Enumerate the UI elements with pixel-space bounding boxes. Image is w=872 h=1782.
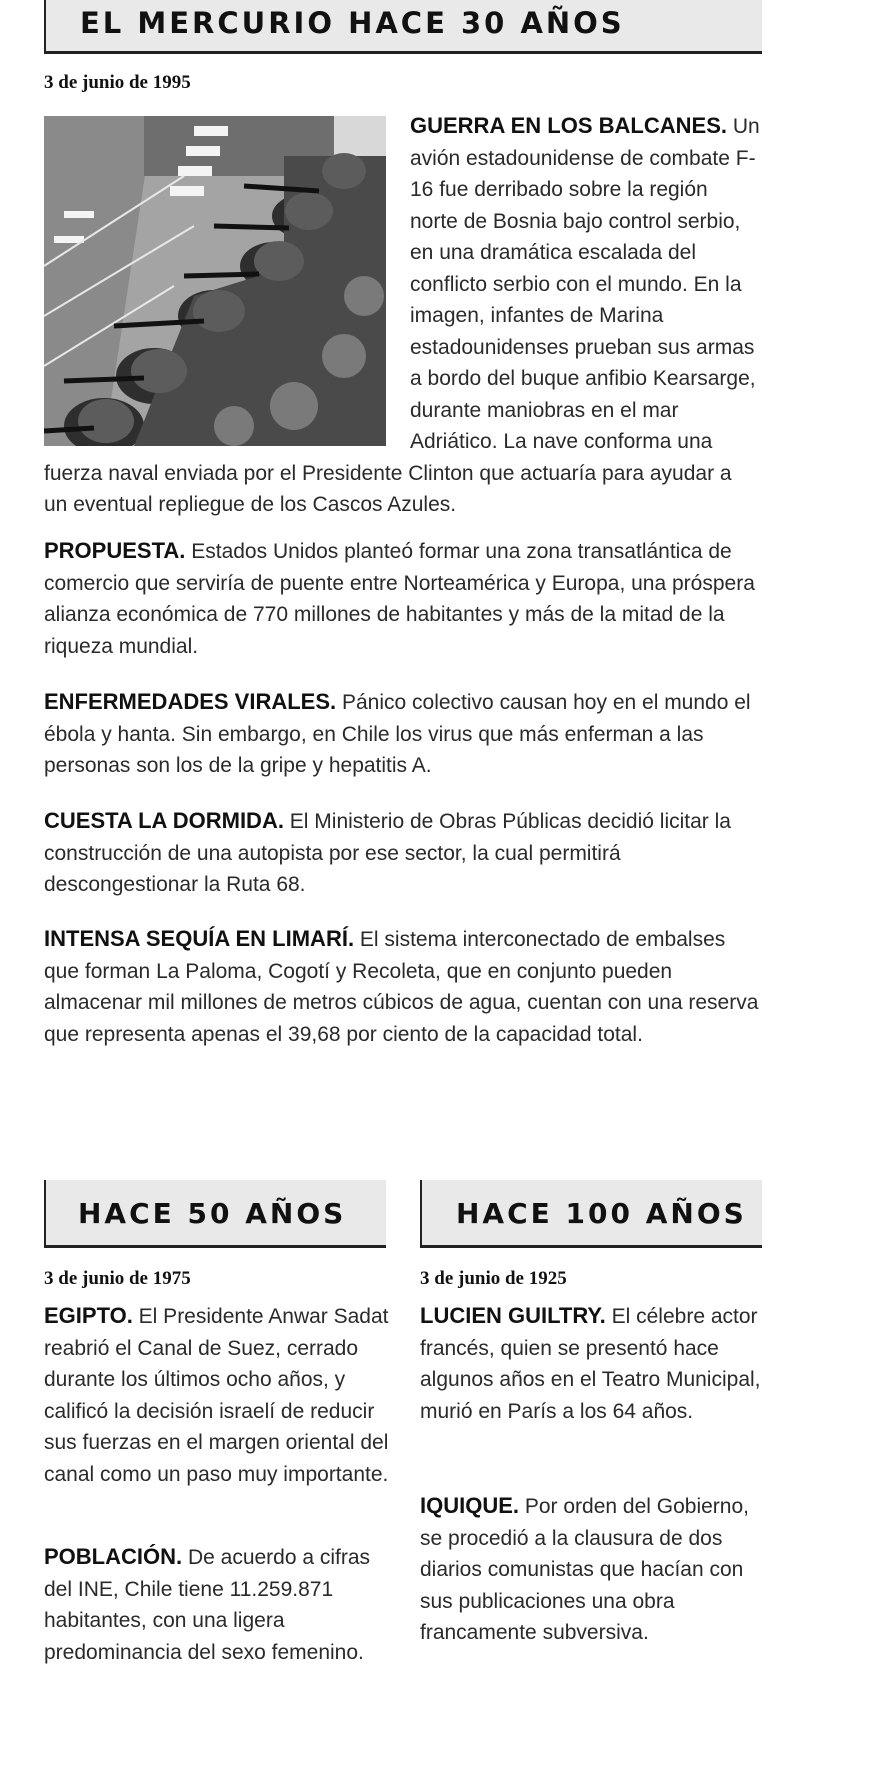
news-item-poblacion [44, 1541, 389, 1668]
body-egipto: El Presidente Anwar Sadat reabrió el Canal de Suez, cerrado durante los últimos ocho años, y calificó la decisión israelí de reducir sus fuerzas en el margen oriental del canal como un paso muy importante. [44, 1305, 389, 1486]
headline-cuesta-la-dormida: CUESTA LA DORMIDA. [44, 808, 284, 833]
date-1925: 3 de junio de 1925 [420, 1268, 567, 1289]
news-item-propuesta [44, 535, 760, 662]
section-banner-30 [44, 0, 762, 54]
headline-egipto: EGIPTO. [44, 1303, 133, 1328]
body-poblacion: De acuerdo a cifras del INE, Chile tiene 11.259.871 habitantes, con una ligera predominancia del sexo femenino. [44, 1546, 371, 1664]
news-item-guerra-balcanes [44, 110, 760, 521]
body-propuesta: Estados Unidos planteó formar una zona transatlántica de comercio que serviría de puente entre Norteamérica y Europa, una próspera alianza económica de 770 millones de habitantes y más de la mitad de la riqueza mundial. [44, 540, 755, 658]
body-sequia-limari: El sistema interconectado de embalses que forman La Paloma, Cogotí y Recoleta, que en conjunto pueden almacenar mil millones de metros cúbicos de agua, cuentan con una reserva que representa apenas el 39,68 por ciento de la capacidad total. [44, 928, 759, 1046]
date-1995: 3 de junio de 1995 [44, 72, 191, 93]
body-guerra-balcanes: Un avión estadounidense de combate F-16 fue derribado sobre la región norte de Bosnia bajo control serbio, en una dramática escalada del conflicto serbio con el mundo. En la imagen, infantes de Marina estadounidenses prueban sus armas a bordo del buque anfibio Kearsarge, durante maniobras en el mar Adriático. La nave conforma una fuerza naval enviada por el Presidente Clinton que actuaría para ayudar a un eventual repliegue de los Cascos Azules. [44, 115, 760, 516]
section-banner-50 [44, 1180, 386, 1248]
headline-lucien-guiltry: LUCIEN GUILTRY. [420, 1303, 606, 1328]
headline-sequia-limari: INTENSA SEQUÍA EN LIMARÍ. [44, 926, 355, 951]
headline-poblacion: POBLACIÓN. [44, 1544, 183, 1569]
date-1975: 3 de junio de 1975 [44, 1268, 191, 1289]
section-title-100: HACE 100 AÑOS [456, 1197, 747, 1230]
headline-iquique: IQUIQUE. [420, 1493, 520, 1518]
news-item-lucien-guiltry [420, 1300, 765, 1427]
news-item-enfermedades-virales [44, 686, 760, 782]
photo-float-spacer [44, 110, 410, 448]
headline-propuesta: PROPUESTA. [44, 538, 186, 563]
news-item-cuesta-la-dormida [44, 805, 760, 901]
body-cuesta-la-dormida: El Ministerio de Obras Públicas decidió licitar la construcción de una autopista por ese sector, la cual permitirá descongestionar la Ruta 68. [44, 810, 731, 896]
body-enfermedades-virales: Pánico colectivo causan hoy en el mundo el ébola y hanta. Sin embargo, en Chile los virus que más enferman a las personas son los de la gripe y hepatitis A. [44, 691, 751, 777]
news-item-iquique [420, 1490, 765, 1649]
section-banner-100 [420, 1180, 762, 1248]
body-lucien-guiltry: El célebre actor francés, quien se presentó hace algunos años en el Teatro Municipal, murió en París a los 64 años. [420, 1305, 761, 1423]
headline-enfermedades-virales: ENFERMEDADES VIRALES. [44, 689, 337, 714]
body-iquique: Por orden del Gobierno, se procedió a la clausura de dos diarios comunistas que hacían con sus publicaciones una obra francamente subversiva. [420, 1495, 749, 1644]
section-title-30: EL MERCURIO HACE 30 AÑOS [80, 6, 625, 40]
news-item-egipto [44, 1300, 389, 1490]
news-item-sequia-limari [44, 923, 760, 1050]
section-title-50: HACE 50 AÑOS [78, 1197, 347, 1230]
headline-guerra-balcanes: GUERRA EN LOS BALCANES. [410, 113, 727, 138]
